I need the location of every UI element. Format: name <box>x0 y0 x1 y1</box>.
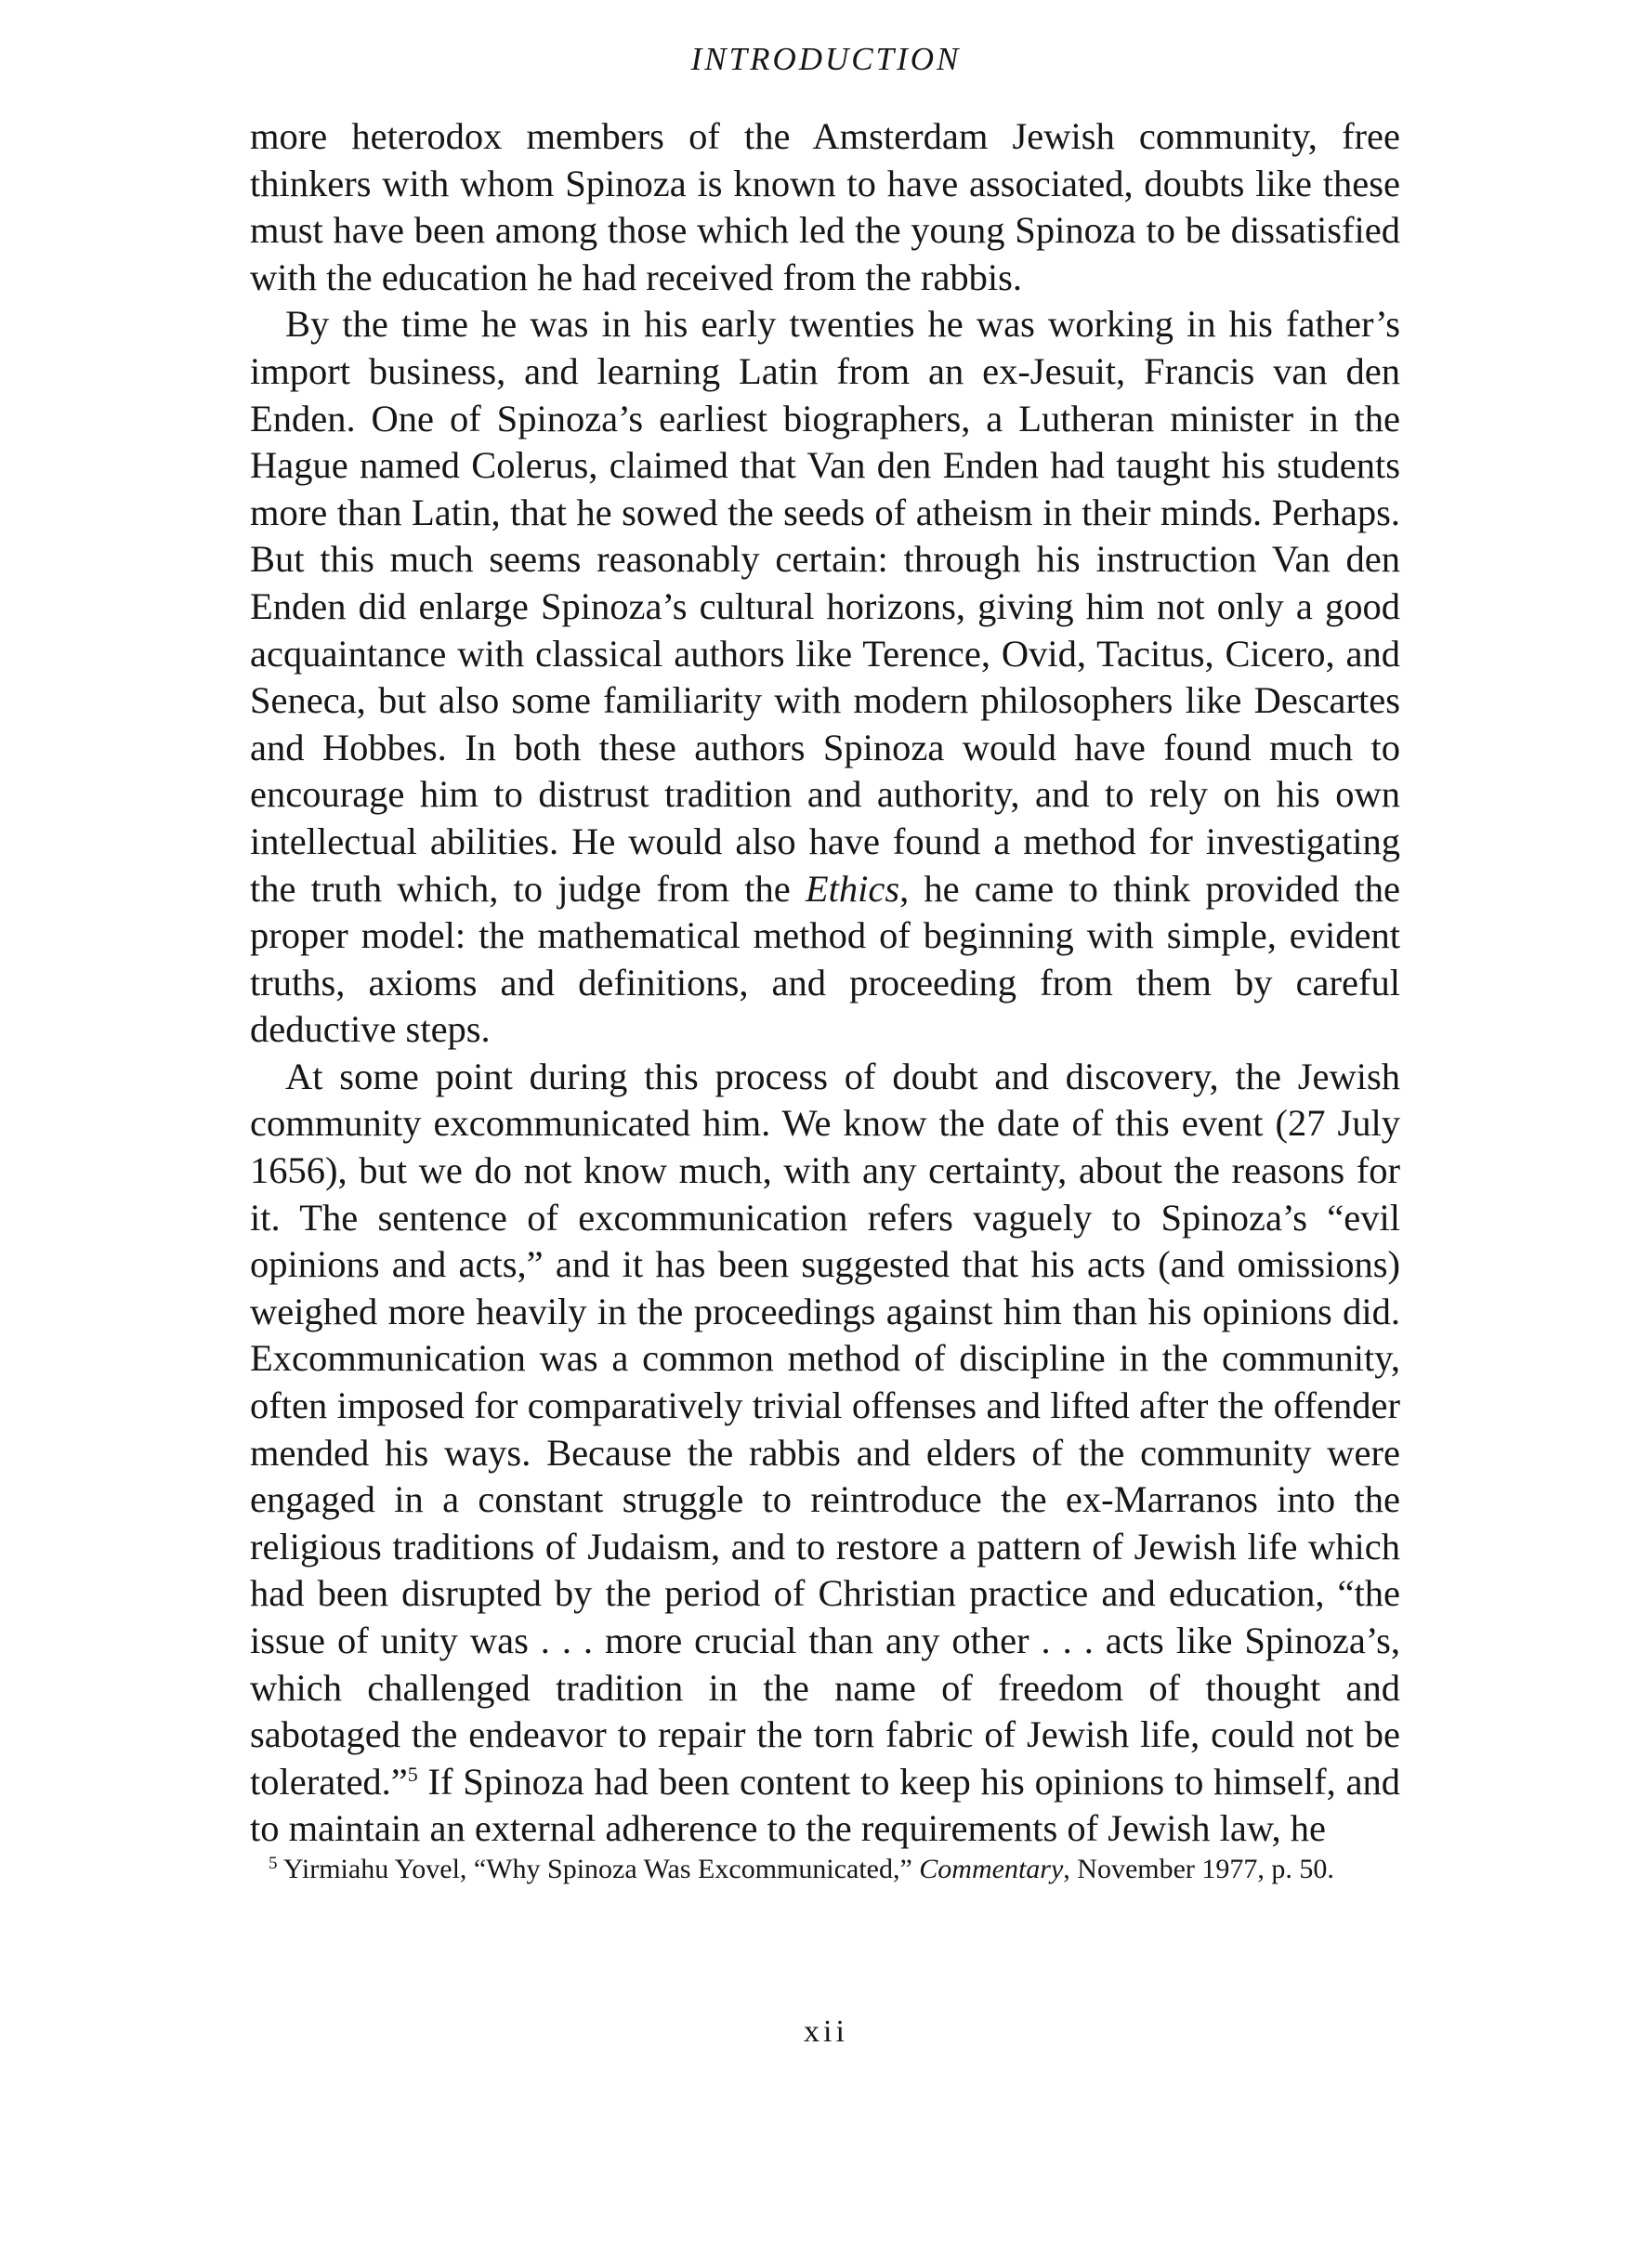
paragraph-2 <box>250 301 1400 1054</box>
paragraph-2-text-a: By the time he was in his early twenties he was working in his father’s import business, and learning Latin from an ex-Jesuit, Francis van den Enden. One of Spinoza’s earliest biographers, a Lutheran minister in the Hague named Colerus, claimed that Van den Enden had taught his students more than Latin, that he sowed the seeds of atheism in their minds. Perhaps. But this much seems reasonably certain: through his instruction Van den Enden did enlarge Spinoza’s cultural horizons, giving him not only a good acquaintance with classical authors like Terence, Ovid, Tacitus, Cicero, and Seneca, but also some familiarity with modern philosophers like Descartes and Hobbes. In both these authors Spinoza would have found much to encourage him to distrust tradition and authority, and to rely on his own intellectual abilities. He would also have found a method for investigating the truth which, to judge from the <box>250 303 1400 910</box>
footnote-reference: 5 <box>407 1762 418 1786</box>
running-head: INTRODUCTION <box>690 41 962 77</box>
paragraph-3-text-a: At some point during this process of doubt and discovery, the Jewish community excommunicated him. We know the date of this event (27 July 1656), but we do not know much, with any certainty, about the reasons for it. The sentence of excommunication refers vaguely to Spinoza’s “evil opinions and acts,” and it has been suggested that his acts (and omissions) weighed more heavily in the proceedings against him than his opinions did. Excommunication was a common method of discipline in the community, often imposed for comparatively trivial offenses and lifted after the offender mended his ways. Because the rabbis and elders of the community were engaged in a constant struggle to reintroduce the ex-Marranos into the religious traditions of Judaism, and to restore a pattern of Jewish life which had been disrupted by the period of Christian practice and education, “the issue of unity was . . . more crucial than any other . . . acts like Spinoza’s, which challenged tradition in the name of freedom of thought and sabotaged the endeavor to repair the torn fabric of Jewish life, could not be tolerated.” <box>250 1055 1400 1803</box>
footnote-text-a: Yirmiahu Yovel, “Why Spinoza Was Excommunicated,” <box>277 1854 920 1884</box>
footnote-text-b: , November 1977, p. 50. <box>1063 1854 1334 1884</box>
page-number: xii <box>804 2014 848 2049</box>
footnote-entry <box>250 1851 1400 1888</box>
paragraph-1: more heterodox members of the Amsterdam Jewish community, free thinkers with whom Spinoza is known to have associated, doubts like these must have been among those which led the young Spinoza to be dissatisfied with the education he had received from the rabbis. <box>250 115 1400 298</box>
paragraph-2-text-b: , he came to think provided the proper model: the mathematical method of beginning with simple, evident truths, axioms and definitions, and proceeding from them by careful deductive steps. <box>250 867 1400 1051</box>
footnote <box>250 1851 1400 1888</box>
paragraph-3 <box>250 1054 1400 1853</box>
footnote-number: 5 <box>269 1854 278 1873</box>
paragraph-3-text-b: If Spinoza had been content to keep his opinions to himself, and to maintain an external adherence to the requirements of Jewish law, he <box>250 1760 1400 1850</box>
footnote-journal-title: Commentary <box>919 1854 1064 1884</box>
book-title-ethics: Ethics <box>805 867 900 910</box>
body-text <box>250 113 1400 1853</box>
